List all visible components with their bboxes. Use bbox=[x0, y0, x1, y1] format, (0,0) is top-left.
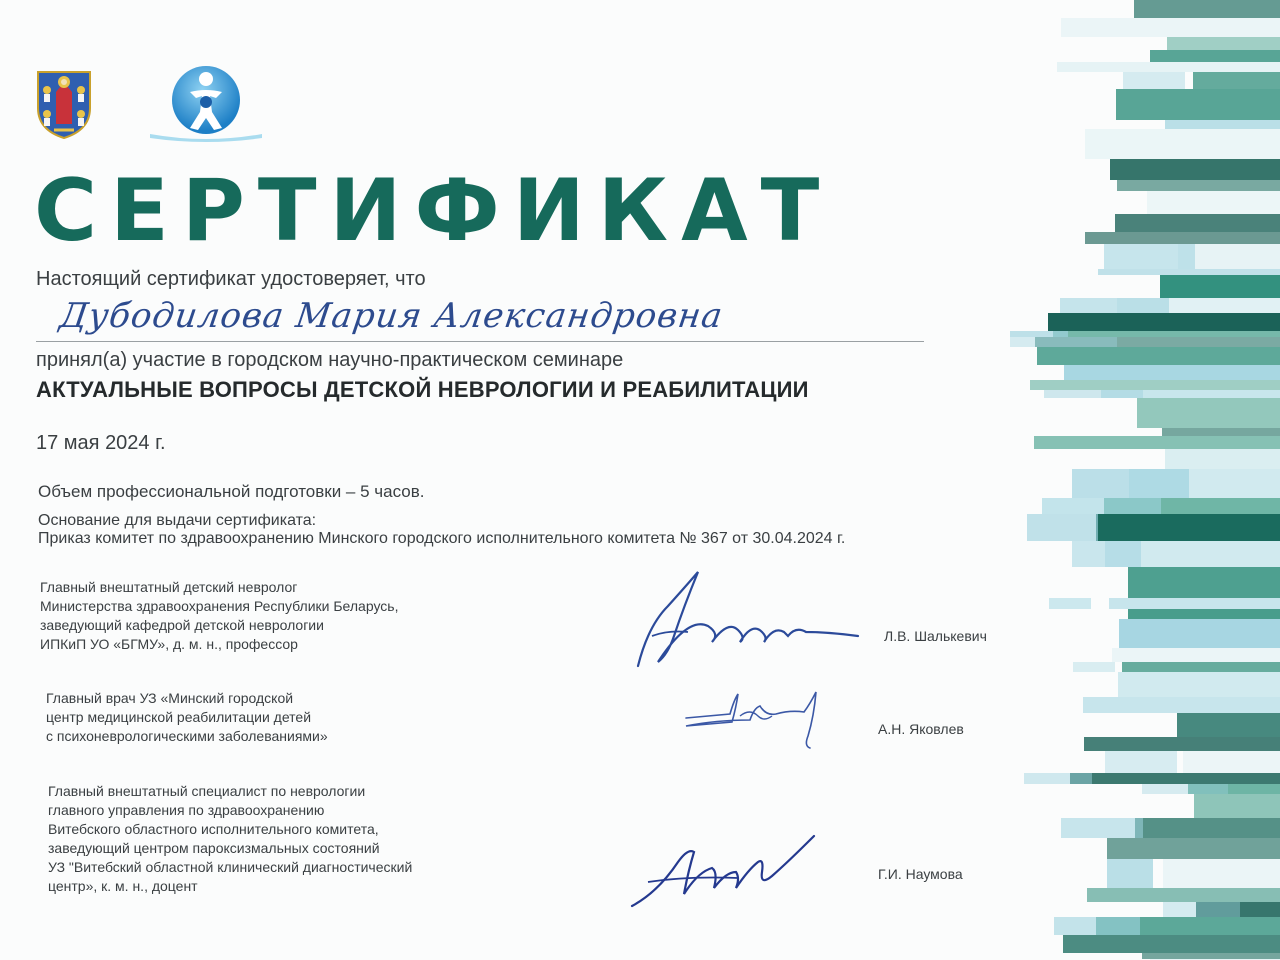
stripe-highlight bbox=[1010, 337, 1117, 347]
stripe bbox=[1034, 436, 1280, 449]
stripe bbox=[1119, 619, 1280, 648]
basis-label: Основание для выдачи сертификата: bbox=[38, 512, 317, 529]
position-line: ИПКиП УО «БГМУ», д. м. н., профессор bbox=[40, 636, 298, 652]
stripe bbox=[1110, 159, 1280, 180]
stripe bbox=[1167, 37, 1280, 50]
stripe bbox=[1177, 713, 1280, 737]
stripe bbox=[1137, 398, 1280, 428]
stripe-highlight bbox=[1142, 784, 1228, 794]
signature-1 bbox=[628, 566, 864, 672]
stripe bbox=[1165, 449, 1280, 469]
position-line: центр», к. м. н., доцент bbox=[48, 878, 198, 894]
child-rehab-center-logo-icon bbox=[150, 64, 262, 144]
seminar-title: АКТУАЛЬНЫЕ ВОПРОСЫ ДЕТСКОЙ НЕВРОЛОГИИ И РЕАБИЛИТАЦИИ bbox=[36, 377, 809, 402]
stripe bbox=[1128, 567, 1280, 598]
signature-3 bbox=[628, 832, 818, 912]
stripe-highlight bbox=[1027, 514, 1098, 541]
position-line: заведующий центром пароксизмальных состояний bbox=[48, 840, 380, 856]
stripes-graphic bbox=[1010, 0, 1280, 960]
stripe bbox=[1109, 598, 1280, 609]
stripe bbox=[1116, 89, 1280, 120]
stripe bbox=[1098, 269, 1280, 275]
signatory-name-3: Г.И. Наумова bbox=[878, 866, 963, 882]
position-line: Витебского областного исполнительного комитета, bbox=[48, 821, 379, 837]
stripe bbox=[1057, 62, 1280, 72]
stripe-highlight bbox=[1042, 498, 1161, 514]
stripe bbox=[1063, 935, 1280, 953]
stripe bbox=[1135, 818, 1280, 838]
signatory-position-3 bbox=[48, 782, 412, 896]
stripe bbox=[1064, 365, 1280, 380]
signatory-name-2: А.Н. Яковлев bbox=[878, 721, 964, 737]
stripe-highlight bbox=[1123, 72, 1185, 89]
stripe-highlight bbox=[1054, 917, 1140, 935]
position-line: заведующий кафедрой детской неврологии bbox=[40, 617, 324, 633]
stripe bbox=[1061, 18, 1280, 37]
intro-text: Настоящий сертификат удостоверяет, что bbox=[36, 268, 426, 290]
stripe-highlight bbox=[1049, 598, 1091, 609]
signatory-position-1 bbox=[40, 578, 398, 654]
name-underline bbox=[36, 341, 924, 342]
stripe bbox=[1083, 697, 1280, 713]
stripe-highlight bbox=[1107, 859, 1153, 888]
decorative-stripes bbox=[1010, 0, 1280, 960]
stripe bbox=[1183, 751, 1280, 773]
stripe bbox=[1118, 672, 1280, 697]
stripe bbox=[1194, 794, 1280, 818]
stripe bbox=[1147, 191, 1280, 214]
position-line: главного управления по здравоохранению bbox=[48, 802, 325, 818]
minsk-coat-of-arms-icon bbox=[34, 68, 94, 140]
stripe bbox=[1070, 773, 1280, 784]
stripe bbox=[1150, 50, 1280, 62]
stripe-highlight bbox=[1010, 331, 1068, 337]
stripe bbox=[1030, 380, 1280, 390]
signature-2 bbox=[680, 686, 830, 752]
stripe-highlight bbox=[1163, 902, 1240, 917]
stripe-highlight bbox=[1072, 541, 1141, 567]
stripe bbox=[1117, 180, 1280, 191]
stripe-highlight bbox=[1073, 662, 1115, 672]
stripe-highlight bbox=[1105, 751, 1177, 773]
event-date: 17 мая 2024 г. bbox=[36, 432, 166, 454]
stripe bbox=[1193, 72, 1280, 89]
stripe bbox=[1112, 648, 1280, 662]
stripe-highlight bbox=[1060, 298, 1169, 313]
stripe-highlight bbox=[1044, 390, 1143, 398]
stripe bbox=[1165, 120, 1280, 129]
basis-text: Приказ комитет по здравоохранению Минского городского исполнительного комитета № 367 от 30.04.2024 г. bbox=[38, 530, 846, 547]
signatory-position-2 bbox=[46, 689, 328, 746]
position-line: Главный внештатный детский невролог bbox=[40, 579, 298, 595]
stripe-highlight bbox=[1104, 244, 1195, 269]
stripe bbox=[1085, 232, 1280, 244]
stripe bbox=[1085, 129, 1280, 159]
certificate-title: СЕРТИФИКАТ bbox=[34, 161, 833, 261]
training-volume: Объем профессиональной подготовки – 5 часов. bbox=[38, 482, 425, 501]
stripe bbox=[1128, 609, 1280, 619]
stripe bbox=[1087, 888, 1280, 902]
stripe bbox=[1115, 214, 1280, 232]
stripe bbox=[1053, 331, 1280, 337]
stripe bbox=[1048, 313, 1280, 331]
stripe bbox=[1160, 275, 1280, 298]
signatory-name-1: Л.В. Шалькевич bbox=[884, 628, 987, 644]
stripe bbox=[1084, 737, 1280, 751]
stripe bbox=[1163, 859, 1280, 888]
position-line: Министерства здравоохранения Республики Беларусь, bbox=[40, 598, 399, 614]
stripe bbox=[1162, 428, 1280, 436]
stripe-highlight bbox=[1061, 818, 1143, 838]
stripe bbox=[1122, 662, 1280, 672]
participation-text: принял(а) участие в городском научно-практическом семинаре bbox=[36, 349, 624, 371]
stripe bbox=[1107, 838, 1280, 859]
stripe-highlight bbox=[1072, 469, 1189, 498]
stripe bbox=[1142, 953, 1280, 959]
position-line: Главный внештатный специалист по неврологии bbox=[48, 783, 366, 799]
position-line: с психоневрологическими заболеваниями» bbox=[46, 728, 328, 744]
stripe bbox=[1096, 514, 1280, 541]
position-line: Главный врач УЗ «Минский городской bbox=[46, 690, 294, 706]
stripe bbox=[1037, 347, 1280, 365]
recipient-name: Дубодилова Мария Александровна bbox=[57, 296, 726, 336]
position-line: УЗ "Витебский областной клинический диагностический bbox=[48, 859, 413, 875]
position-line: центр медицинской реабилитации детей bbox=[46, 709, 312, 725]
stripe bbox=[1134, 0, 1280, 18]
stripe-highlight bbox=[1024, 773, 1092, 784]
